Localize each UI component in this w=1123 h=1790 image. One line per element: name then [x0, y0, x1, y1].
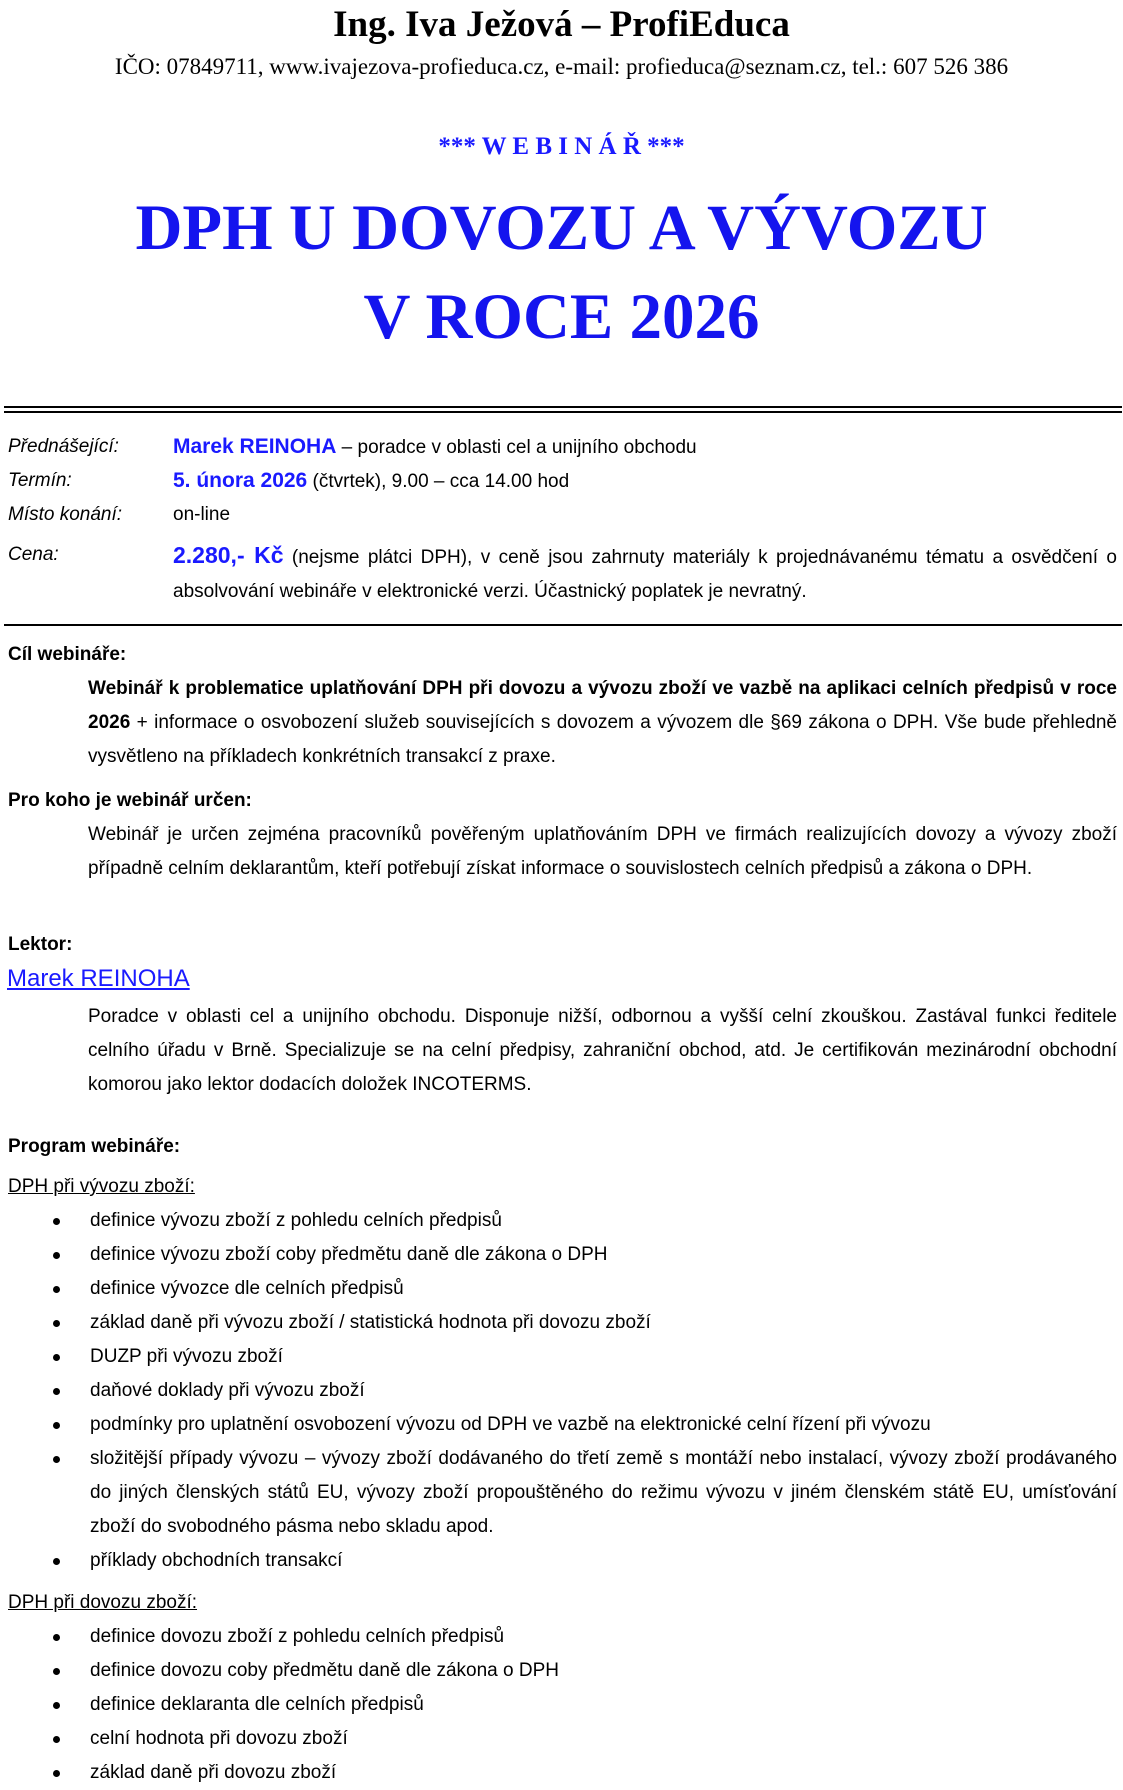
list-item: základ daně při dovozu zboží [0, 1756, 1123, 1790]
lecturer-name: Marek REINOHA [173, 435, 337, 458]
lector-name-link[interactable]: Marek REINOHA [7, 965, 190, 992]
list-item: definice deklaranta dle celních předpisů [0, 1688, 1123, 1722]
term-date: 5. února 2026 [173, 469, 308, 492]
bullet-icon [53, 1252, 60, 1259]
lecturer-label: Přednášející: [8, 436, 119, 457]
bullet-icon [53, 1456, 60, 1463]
list-item: příklady obchodních transakcí [0, 1544, 1123, 1578]
lector-bio: Poradce v oblasti cel a unijního obchodu. Disponuje nižší, odbornou a vyšší celní zkouškou. Zastával funkci ředitele celního úřadu v Brně. Specializuje se na celní předpisy, zahraniční obchod, atd. Je certifikován mezinárodní obchodní komorou jako lektor dodacích doložek INCOTERMS. [88, 1006, 1117, 1095]
export-heading: DPH při vývozu zboží: [8, 1176, 195, 1197]
lector-heading: Lektor: [8, 934, 73, 955]
bullet-icon [53, 1668, 60, 1675]
program-heading: Program webináře: [8, 1136, 181, 1157]
export-list [0, 1204, 1123, 1578]
import-heading: DPH při dovozu zboží: [8, 1592, 198, 1613]
list-item: celní hodnota při dovozu zboží [0, 1722, 1123, 1756]
title-line-2: V ROCE 2026 [363, 281, 760, 353]
bullet-icon [53, 1218, 60, 1225]
list-item: definice vývozu zboží z pohledu celních předpisů [0, 1204, 1123, 1238]
term-label: Termín: [8, 470, 72, 491]
bullet-icon [53, 1634, 60, 1641]
bullet-icon [53, 1422, 60, 1429]
bullet-icon [53, 1388, 60, 1395]
goal-rest-text: + informace o osvobození služeb souvisejících s dovozem a vývozem dle §69 zákona o DPH. Vše bude přehledně vysvětleno na příkladech konkrétních transakcí z praxe. [88, 712, 1117, 767]
divider-middle [4, 624, 1122, 626]
divider-top-1 [4, 406, 1122, 408]
list-item: základ daně při vývozu zboží / statistická hodnota při dovozu zboží [0, 1306, 1123, 1340]
goal-heading: Cíl webináře: [8, 644, 127, 665]
place-label: Místo konání: [8, 504, 123, 525]
list-item: DUZP při vývozu zboží [0, 1340, 1123, 1374]
bullet-icon [53, 1736, 60, 1743]
list-item: definice dovozu zboží z pohledu celních předpisů [0, 1620, 1123, 1654]
list-item: definice dovozu coby předmětu daně dle zákona o DPH [0, 1654, 1123, 1688]
goal-bold-text: Webinář k problematice uplatňování DPH při dovozu a vývozu zboží ve vazbě na aplikaci celních předpisů v roce 2026 [88, 678, 1117, 733]
price-amount: 2.280,- Kč [173, 542, 284, 568]
bullet-icon [53, 1558, 60, 1565]
list-item: podmínky pro uplatnění osvobození vývozu od DPH ve vazbě na elektronické celní řízení při vývozu [0, 1408, 1123, 1442]
lecturer-desc: – poradce v oblasti cel a unijního obchodu [336, 437, 697, 458]
audience-text: Webinář je určen zejména pracovníků pověřeným uplatňováním DPH ve firmách realizujících dovozy a vývozy zboží případně celním deklarantům, kteří potřebují získat informace o souvislostech celních předpisů a zákona o DPH. [88, 824, 1117, 879]
bullet-icon [53, 1320, 60, 1327]
webinar-tag: *** W E B I N Á Ř *** [438, 133, 685, 160]
price-label: Cena: [8, 544, 59, 565]
list-item: daňové doklady při vývozu zboží [0, 1374, 1123, 1408]
list-item: definice vývozu zboží coby předmětu daně dle zákona o DPH [0, 1238, 1123, 1272]
goal-text [88, 672, 1117, 774]
term-value [173, 464, 1117, 499]
bullet-icon [53, 1702, 60, 1709]
audience-heading: Pro koho je webinář určen: [8, 790, 252, 811]
price-desc: (nejsme plátci DPH), v ceně jsou zahrnuty materiály k projednávanému tématu a osvědčení o absolvování webináře v elektronické verzi. Účastnický poplatek je nevratný. [173, 547, 1117, 602]
place-value: on-line [173, 504, 231, 525]
company-contact: IČO: 07849711, www.ivajezova-profieduca.cz, e-mail: profieduca@seznam.cz, tel.: 607 526 386 [114, 54, 1009, 79]
price-value [173, 538, 1117, 609]
list-item: definice vývozce dle celních předpisů [0, 1272, 1123, 1306]
title-line-1: DPH U DOVOZU A VÝVOZU [135, 192, 988, 264]
bullet-icon [53, 1286, 60, 1293]
bullet-icon [53, 1770, 60, 1777]
lecturer-value [173, 430, 1117, 465]
import-list [0, 1620, 1123, 1790]
bullet-icon [53, 1354, 60, 1361]
list-item: složitější případy vývozu – vývozy zboží dodávaného do třetí země s montáží nebo instalací, vývozy zboží prodávaného do jiných členských států EU, vývozy zboží propouštěného do režimu vývozu v jiném členském státě EU, umísťování zboží do svobodného pásma nebo skladu apod. [0, 1442, 1123, 1544]
term-rest: (čtvrtek), 9.00 – cca 14.00 hod [307, 471, 570, 492]
divider-top-2 [4, 411, 1122, 413]
company-name: Ing. Iva Ježová – ProfiEduca [333, 4, 790, 45]
